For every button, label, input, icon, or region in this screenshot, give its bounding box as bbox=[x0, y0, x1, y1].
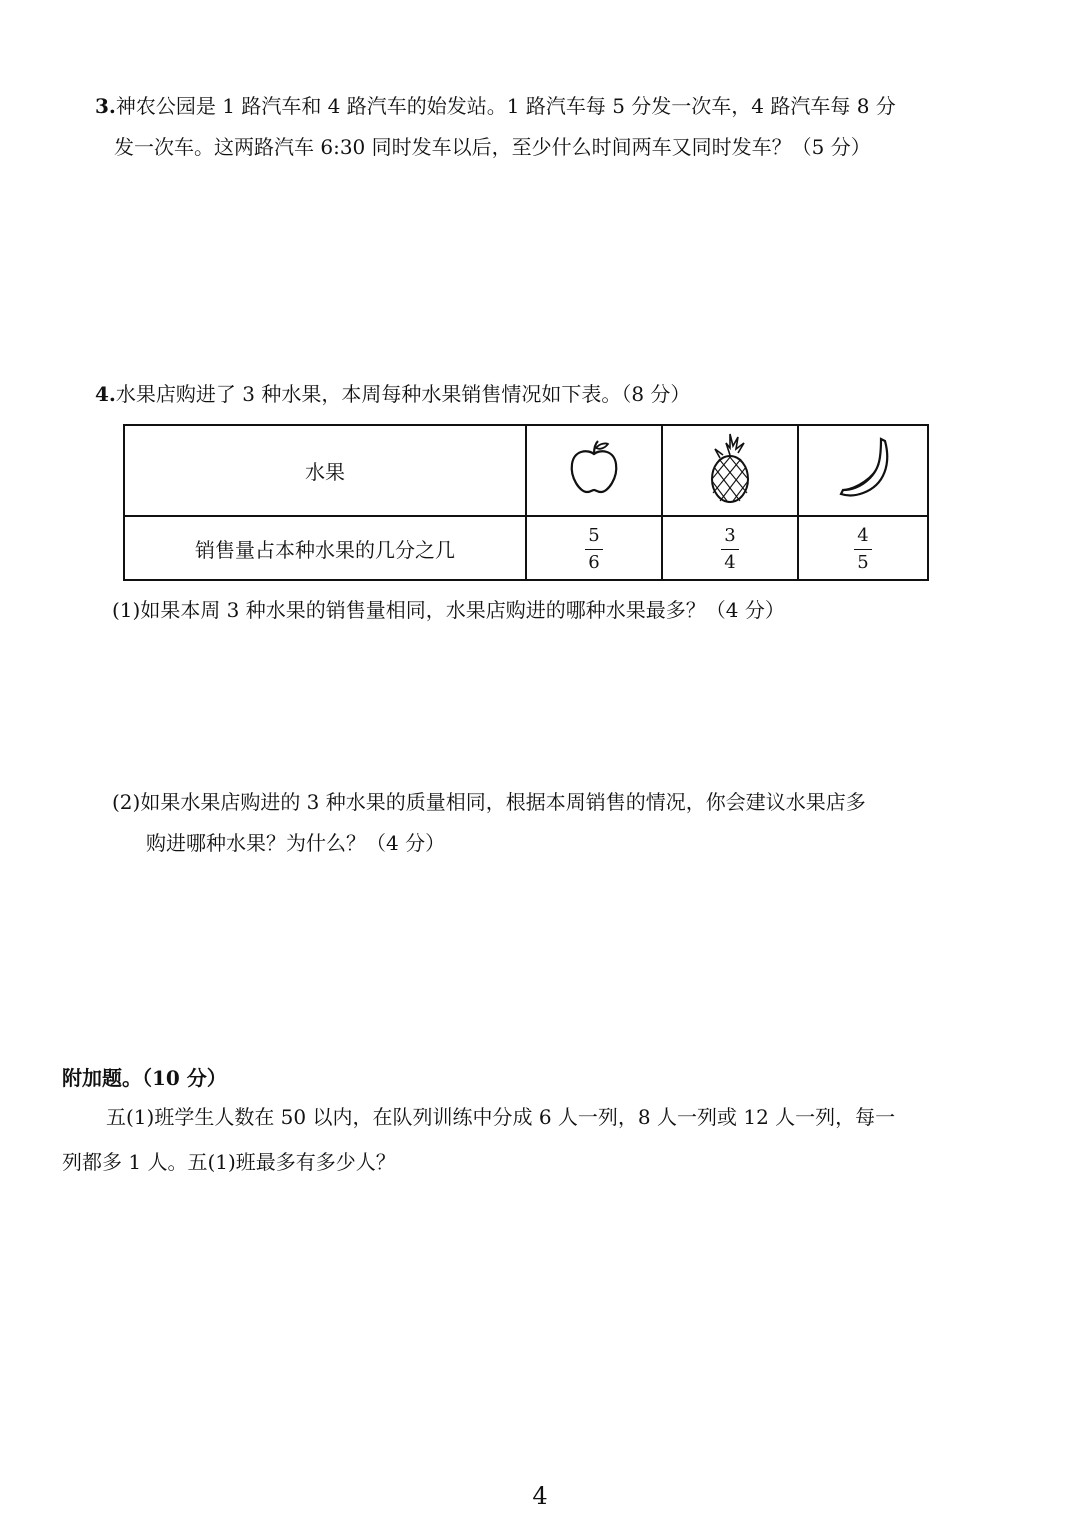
page-number: 4 bbox=[532, 1482, 548, 1510]
denominator: 6 bbox=[588, 552, 600, 573]
row-label: 销售量占本种水果的几分之几 bbox=[124, 516, 526, 580]
bonus-title: 附加题。（10 分） bbox=[62, 1066, 227, 1090]
numerator: 3 bbox=[724, 525, 736, 546]
fruit-sales-table bbox=[123, 424, 929, 581]
q3-line2: 发一次车。这两路汽车 6:30 同时发车以后，至少什么时间两车又同时发车？（5 分） bbox=[114, 135, 871, 159]
q3-number: 3. bbox=[95, 94, 116, 118]
banana-icon bbox=[798, 425, 928, 516]
q3-text: 神农公园是 1 路汽车和 4 路汽车的始发站。1 路汽车每 5 分发一次车，4 路汽车每 8 分 bbox=[115, 94, 896, 118]
pineapple-icon bbox=[662, 425, 798, 516]
bonus-line2: 列都多 1 人。五(1)班最多有多少人？ bbox=[62, 1150, 396, 1174]
header-label: 水果 bbox=[124, 425, 526, 516]
q4-sub2-line2: 购进哪种水果？为什么？（4 分） bbox=[146, 831, 446, 855]
denominator: 4 bbox=[724, 552, 736, 573]
q4-intro bbox=[95, 382, 690, 406]
fraction-apple bbox=[526, 516, 662, 580]
fraction-pineapple bbox=[662, 516, 798, 580]
apple-icon bbox=[526, 425, 662, 516]
fraction-banana bbox=[798, 516, 928, 580]
numerator: 4 bbox=[857, 525, 869, 546]
q4-intro-text: 水果店购进了 3 种水果，本周每种水果销售情况如下表。（8 分） bbox=[115, 382, 691, 406]
q4-sub1: (1)如果本周 3 种水果的销售量相同，水果店购进的哪种水果最多？（4 分） bbox=[112, 598, 785, 622]
numerator: 5 bbox=[588, 525, 600, 546]
bonus-line1: 五(1)班学生人数在 50 以内，在队列训练中分成 6 人一列，8 人一列或 12 人一列，每一 bbox=[106, 1105, 896, 1129]
q4-sub2-line1: (2)如果水果店购进的 3 种水果的质量相同，根据本周销售的情况，你会建议水果店多 bbox=[112, 790, 866, 814]
q4-number: 4. bbox=[95, 382, 116, 406]
q3-line1 bbox=[95, 94, 896, 118]
denominator: 5 bbox=[857, 552, 869, 573]
